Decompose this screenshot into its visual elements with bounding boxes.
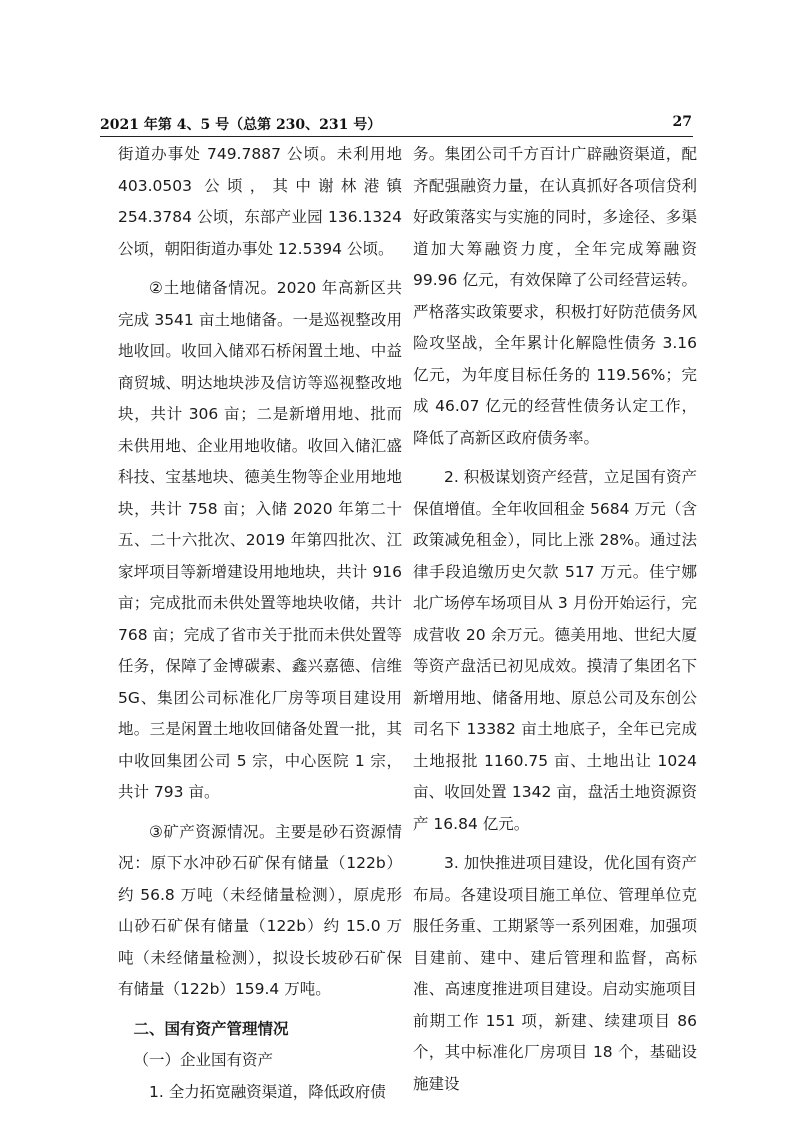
paragraph-land-unused: 街道办事处 749.7887 公顷。未利用地 403.0503 公顷，其中谢林港镇 254.3784 公顷，东部产业园 136.1324 公顷，朝阳街道办事处 12.5394 公顷。	[118, 145, 402, 258]
subsection-heading: （一）企业国有资产	[133, 1051, 274, 1069]
paragraph-gap	[413, 840, 697, 848]
header-divider	[100, 136, 693, 137]
page-number: 27	[672, 114, 692, 130]
paragraph-gap	[118, 809, 402, 817]
section-heading: 二、国有资产管理情况	[133, 1019, 289, 1038]
paragraph-gap	[118, 1006, 402, 1014]
paragraph-gap	[413, 454, 697, 462]
paragraph-project-construction: 3. 加快推进项目建设，优化国有资产布局。各建设项目施工单位、管理单位克服任务重、工期紧等一系列困难，加强项目建前、建中、建后管理和监督，高标准、高速度推进项目建设。启动实施项目前期工作 151 项，新建、续建项目 86 个，其中标准化厂房项目 18 个，基础设施建设	[413, 854, 697, 1093]
paragraph-land-reserve: ②土地储备情况。2020 年高新区共完成 3541 亩土地储备。一是巡视整改用地收回。收回入储邓石桥闲置土地、中益商贸城、明达地块涉及信访等巡视整改地块，共计 306 亩；二是新增用地、批而未供用地、企业用地收储。收回入储汇盛科技、宝基地块、德美生物等企业用地地块，共计 758 亩；入储 2020 年第二十五、二十六批次、2019 年第四批次、江家坪项目等新增建设用地地块，共计 916 亩；完成批而未供处置等地块收储，共计 768 亩；完成了省市关于批而未供处置等任务，保障了金博碳素、鑫兴嘉德、信维 5G、集团公司标准化厂房等项目建设用地。三是闲置土地收回储备处置一批，其中收回集团公司 5 宗，中心医院 1 宗，共计 793 亩。	[118, 279, 402, 801]
paragraph-financing-cont: 务。集团公司千方百计广辟融资渠道，配齐配强融资力量，在认真抓好各项信贷利好政策落实与实施的同时，多途径、多渠道加大筹融资力度，全年完成筹融资 99.96 亿元，有效保障了公司经营运转。严格落实政策要求，积极打好防范债务风险攻坚战，全年累计化解隐性债务 3.16 亿元，为年度目标任务的 119.56%；完成 46.07 亿元的经营性债务认定工作，降低了高新区政府债务率。	[413, 145, 697, 447]
right-column	[413, 139, 697, 1093]
paragraph-financing-start: 1. 全力拓宽融资渠道，降低政府债	[149, 1082, 386, 1101]
left-column	[118, 139, 402, 1101]
paragraph-mineral-resources: ③矿产资源情况。主要是砂石资源情况：原下水冲砂石矿保有储量（122b）约 56.8 万吨（未经储量检测），原虎形山砂石矿保有储量（122b）约 15.0 万吨（未经储量检测），拟设长坡砂石矿保有储量（122b）159.4 万吨。	[118, 822, 402, 998]
paragraph-asset-operation: 2. 积极谋划资产经营，立足国有资产保值增值。全年收回租金 5684 万元（含政策减免租金），同比上涨 28%。通过法律手段追缴历史欠款 517 万元。佳宁娜北广场停车场项目从 3 月份开始运行，完成营收 20 余万元。德美用地、世纪大厦等资产盘活已初见成效。摸清了集团名下新增用地、储备用地、原总公司及东创公司名下 13382 亩土地底子，全年已完成土地报批 1160.75 亩、土地出让 1024 亩、收回处置 1342 亩，盘活土地资源资产 16.84 亿元。	[413, 468, 697, 833]
issue-header: 2021 年第 4、5 号（总第 230、231 号）	[100, 117, 382, 133]
paragraph-gap	[118, 265, 402, 273]
